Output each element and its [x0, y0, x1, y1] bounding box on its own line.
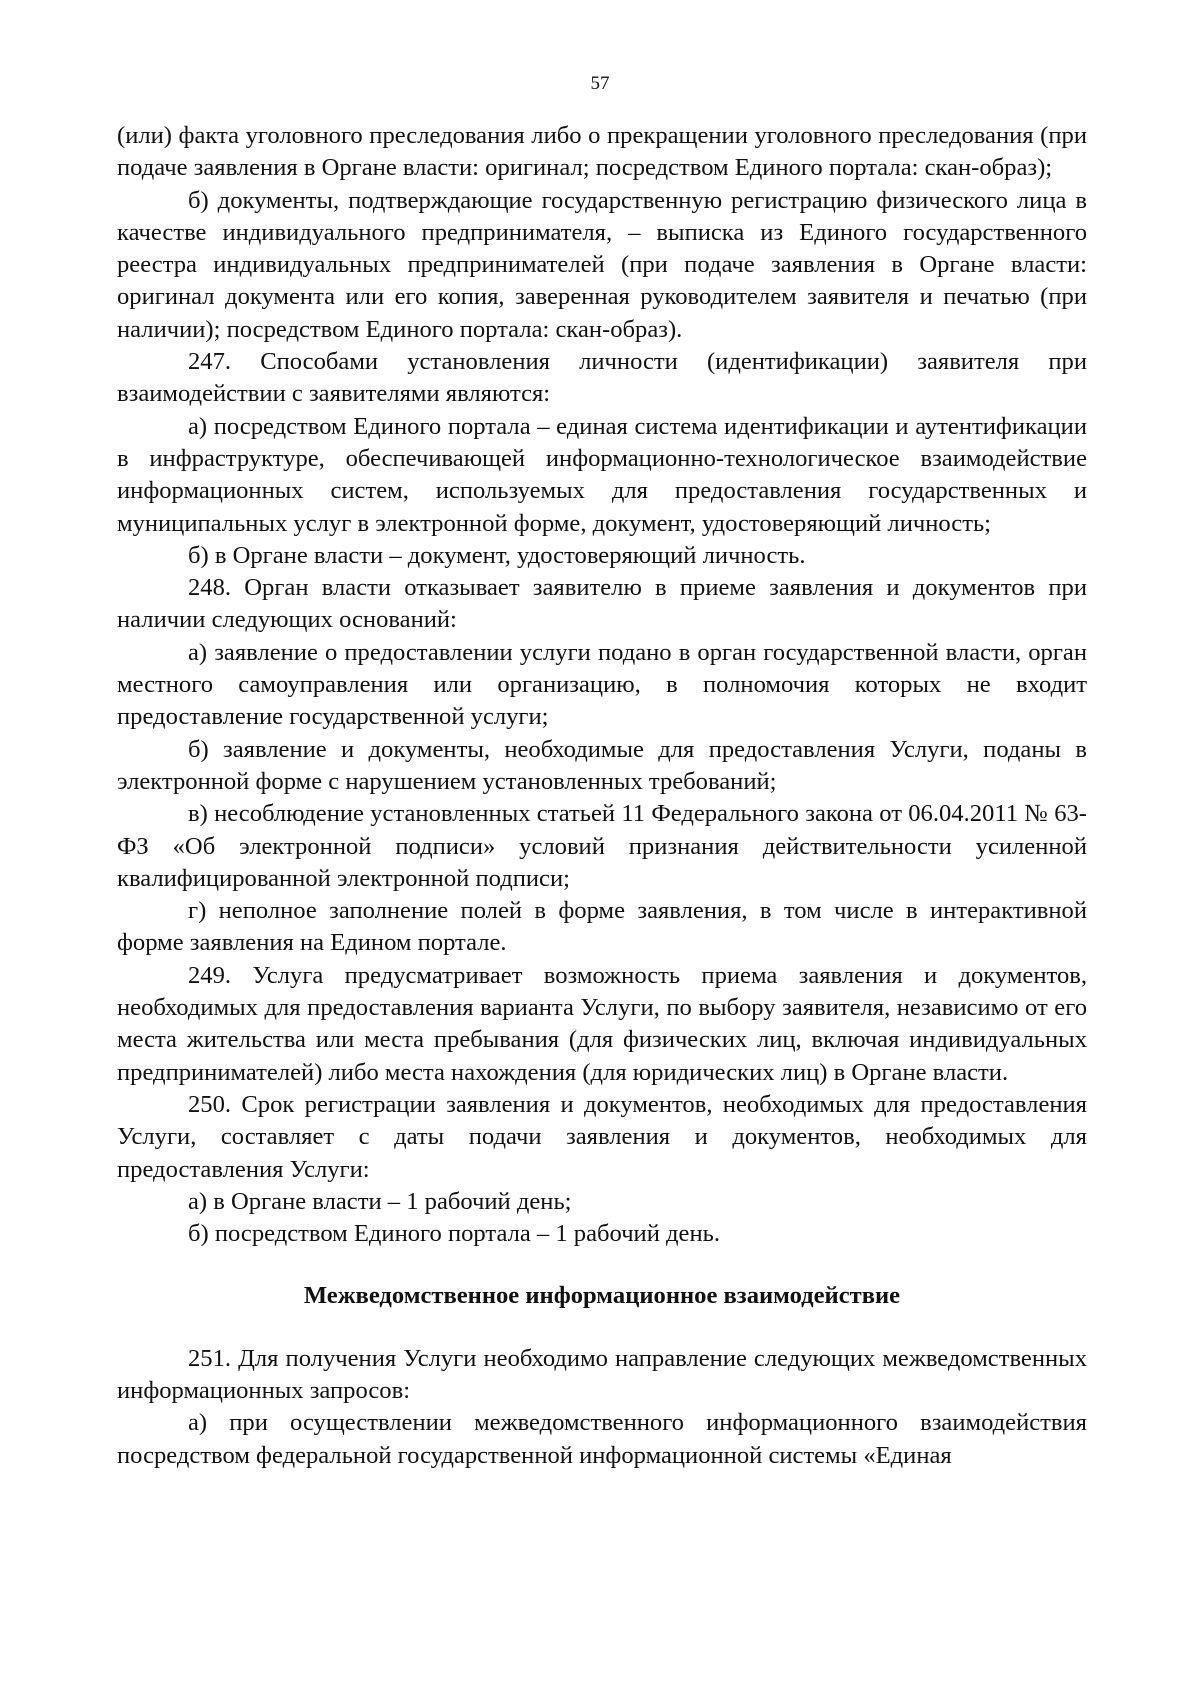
paragraph-248-b: б) заявление и документы, необходимые для предоставления Услуги, поданы в электронной форме с нарушением установленных требований;	[117, 735, 1087, 795]
paragraph-248-g: г) неполное заполнение полей в форме заявления, в том числе в интерактивной форме заявления на Едином портале.	[117, 897, 1087, 957]
paragraph-247: 247. Способами установления личности (идентификации) заявителя при взаимодействии с заявителями являются:	[117, 348, 1087, 408]
paragraph-251-a: а) при осуществлении межведомственного информационного взаимодействия посредством федеральной государственной информационной системы «Единая	[117, 1409, 1087, 1469]
paragraph-250-b: б) посредством Единого портала – 1 рабочий день.	[188, 1220, 720, 1248]
paragraph-251: 251. Для получения Услуги необходимо направление следующих межведомственных информационных запросов:	[117, 1344, 1087, 1404]
paragraph-248-v: в) несоблюдение установленных статьей 11 Федерального закона от 06.04.2011 № 63-ФЗ «Об электронной подписи» условий признания действительности усиленной квалифицированной электронной подписи;	[117, 800, 1087, 892]
paragraph-247-b: б) в Органе власти – документ, удостоверяющий личность.	[188, 541, 806, 569]
document-body	[117, 120, 1087, 1472]
section-heading: Межведомственное информационное взаимодействие	[303, 1282, 901, 1310]
paragraph-249: 249. Услуга предусматривает возможность приема заявления и документов, необходимых для предоставления варианта Услуги, по выбору заявителя, независимо от его места жительства или места пребывания (для физических лиц, включая индивидуальных предпринимателей) либо места нахождения (для юридических лиц) в Органе власти.	[117, 961, 1087, 1086]
paragraph-continuation: (или) факта уголовного преследования либо о прекращении уголовного преследования (при подаче заявления в Органе власти: оригинал; посредством Единого портала: скан-образ);	[117, 122, 1087, 182]
paragraph-250: 250. Срок регистрации заявления и документов, необходимых для предоставления Услуги, составляет с даты подачи заявления и документов, необходимых для предоставления Услуги:	[117, 1090, 1087, 1183]
paragraph-248-a: а) заявление о предоставлении услуги подано в орган государственной власти, орган местного самоуправления или организацию, в полномочия которых не входит предоставление государственной услуги;	[117, 638, 1087, 731]
paragraph-250-a: а) в Органе власти – 1 рабочий день;	[188, 1187, 572, 1215]
paragraph-246-b: б) документы, подтверждающие государственную регистрацию физического лица в качестве индивидуального предпринимателя, – выписка из Единого государственного реестра индивидуальных предпринимателей (при подаче заявления в Органе власти: оригинал документа или его копия, заверенная руководителем заявителя и печатью (при наличии); посредством Единого портала: скан-образ).	[117, 186, 1087, 343]
paragraph-247-a: а) посредством Единого портала – единая система идентификации и аутентификации в инфраструктуре, обеспечивающей информационно-технологическое взаимодействие информационных систем, используемых для предоставления государственных и муниципальных услуг в электронной форме, документ, удостоверяющий личность;	[117, 412, 1087, 537]
page-number: 57	[590, 73, 610, 94]
paragraph-248: 248. Орган власти отказывает заявителю в приеме заявления и документов при наличии следующих оснований:	[117, 574, 1087, 634]
